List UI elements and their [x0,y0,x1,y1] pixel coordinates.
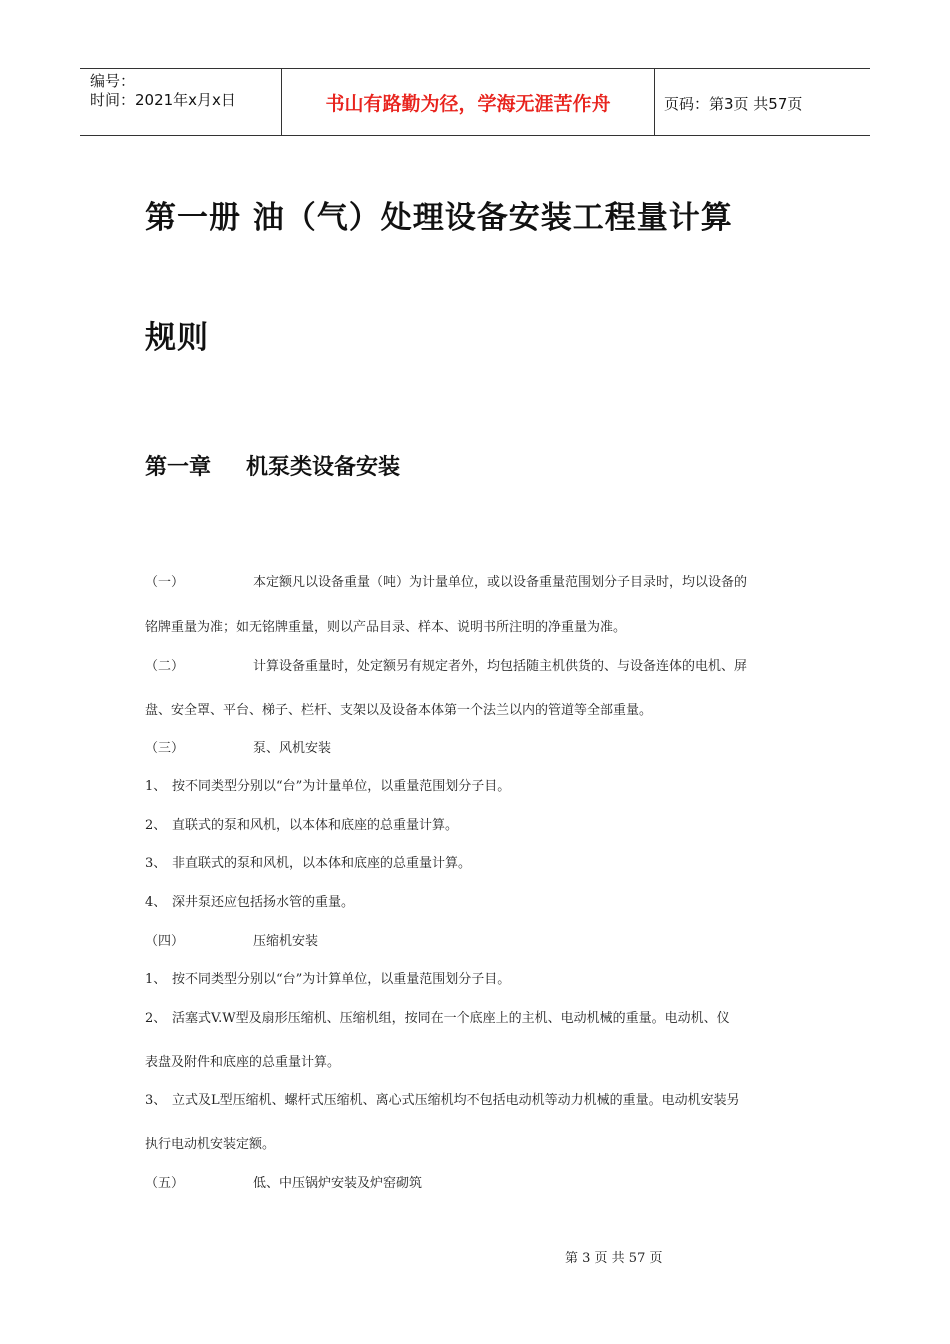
header-divider-right [654,68,655,136]
section-3-item-2-number: 2、 [145,818,167,833]
section-1-text-line1: 本定额凡以设备重量（吨）为计量单位，或以设备重量范围划分子目录时，均以设备的 [253,575,748,590]
section-3-item-4-number: 4、 [145,895,167,910]
section-2-text-line2: 盘、安全罩、平台、梯子、栏杆、支架以及设备本体第一个法兰以内的管道等全部重量。 [145,703,653,718]
header-meta [90,72,280,110]
section-4-item-2-continuation: 表盘及附件和底座的总重量计算。 [145,1055,341,1070]
section-3-item-3-number: 3、 [145,856,167,871]
section-2-marker: （二） [145,659,185,674]
section-4-heading: 压缩机安装 [253,934,319,949]
section-4-item-2-number: 2、 [145,1011,167,1026]
section-3-marker: （三） [145,741,185,756]
section-3-item-1-number: 1、 [145,779,167,794]
section-5-heading: 低、中压锅炉安装及炉窑砌筑 [253,1176,423,1191]
section-4-item-2-text: 活塞式V.W型及扇形压缩机、压缩机组，按同在一个底座上的主机、电动机械的重量。电动机、仪 [172,1011,730,1026]
section-1-marker: （一） [145,575,185,590]
section-4-item-3-number: 3、 [145,1093,167,1108]
header-page-info: 页码：第3页 共57页 [664,95,803,113]
section-5-marker: （五） [145,1176,185,1191]
section-3-item-2-text: 直联式的泵和风机，以本体和底座的总重量计算。 [172,818,459,833]
header-number-label: 编号： [90,72,136,90]
section-3-item-1-text: 按不同类型分别以“台”为计量单位，以重量范围划分子目。 [172,779,511,794]
section-3-heading: 泵、风机安装 [253,741,332,756]
header-time-label: 时间：2021年x月x日 [90,91,236,109]
section-1-text-line2: 铭牌重量为准；如无铭牌重量，则以产品目录、样本、说明书所注明的净重量为准。 [145,620,627,635]
page-footer: 第 3 页 共 57 页 [565,1251,663,1266]
section-3-item-4-text: 深井泵还应包括扬水管的重量。 [172,895,355,910]
header-motto: 书山有路勤为径，学海无涯苦作舟 [325,92,611,115]
section-4-item-1-number: 1、 [145,972,167,987]
chapter-name: 机泵类设备安装 [246,455,401,480]
section-4-marker: （四） [145,934,185,949]
section-4-item-3-text: 立式及L型压缩机、螺杆式压缩机、离心式压缩机均不包括电动机等动力机械的重量。电动机安装另 [172,1093,740,1108]
section-3-item-3-text: 非直联式的泵和风机，以本体和底座的总重量计算。 [172,856,472,871]
document-title-line1: 第一册 油（气）处理设备安装工程量计算 [145,200,733,236]
document-title-line2: 规则 [145,320,209,356]
section-2-text-line1: 计算设备重量时，处定额另有规定者外，均包括随主机供货的、与设备连体的电机、屏 [253,659,748,674]
chapter-number: 第一章 [145,455,212,480]
section-4-item-1-text: 按不同类型分别以“台”为计算单位，以重量范围划分子目。 [172,972,511,987]
section-4-item-3-continuation: 执行电动机安装定额。 [145,1137,276,1152]
